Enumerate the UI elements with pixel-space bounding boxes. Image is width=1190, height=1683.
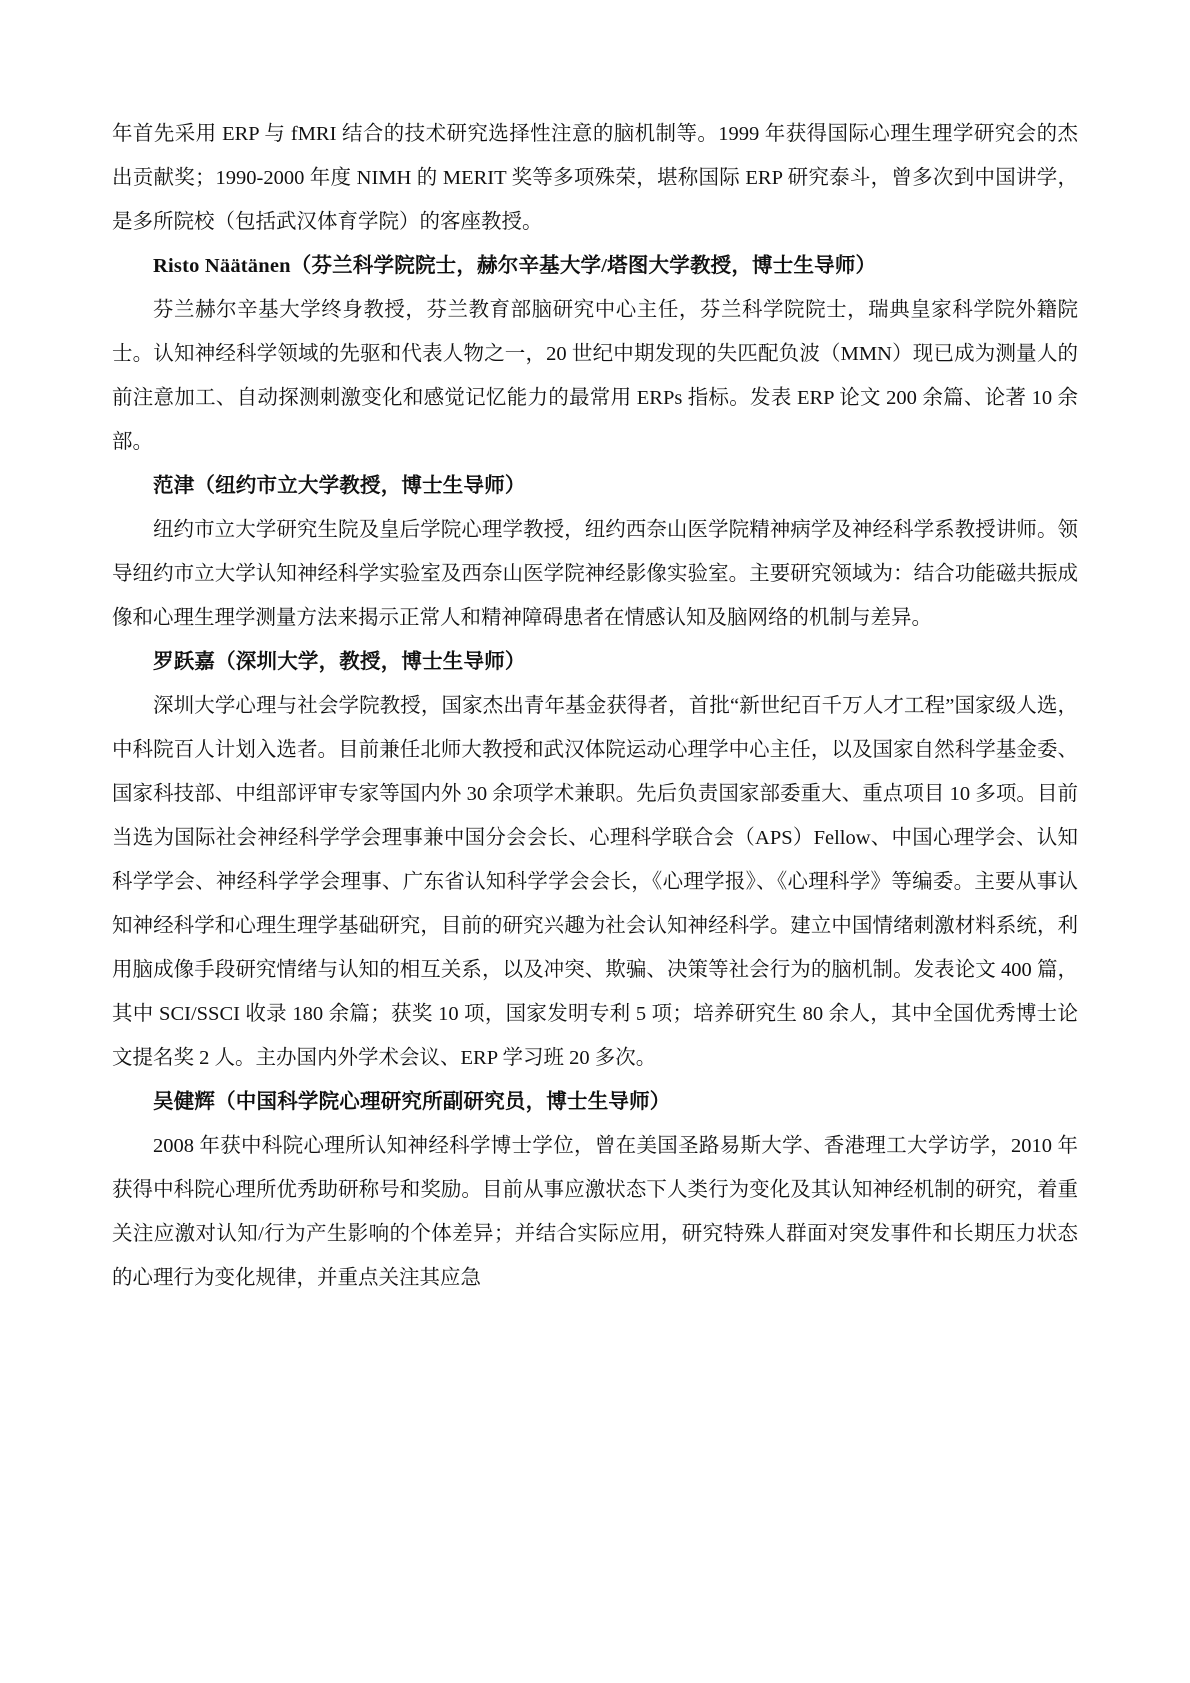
section-heading-wujianhui: 吴健辉（中国科学院心理研究所副研究员，博士生导师） [153, 1091, 671, 1113]
section-heading-fanjin: 范津（纽约市立大学教授，博士生导师） [153, 475, 526, 497]
paragraph-naatanen-bio: 芬兰赫尔辛基大学终身教授，芬兰教育部脑研究中心主任，芬兰科学院院士，瑞典皇家科学院外籍院士。认知神经科学领域的先驱和代表人物之一，20 世纪中期发现的失匹配负波（MMN）现已成为测量人的前注意加工、自动探测刺激变化和感觉记忆能力的最常用 ERPs 指标。发表 ERP 论文 200 余篇、论著 10 余部。 [112, 299, 1078, 453]
document-body [112, 112, 1078, 1300]
paragraph-luoyuejia-bio: 深圳大学心理与社会学院教授，国家杰出青年基金获得者，首批“新世纪百千万人才工程”国家级人选，中科院百人计划入选者。目前兼任北师大教授和武汉体院运动心理学中心主任，以及国家自然科学基金委、国家科技部、中组部评审专家等国内外 30 余项学术兼职。先后负责国家部委重大、重点项目 10 多项。目前当选为国际社会神经科学学会理事兼中国分会会长、心理科学联合会（APS）Fellow、中国心理学会、认知科学学会、神经科学学会理事、广东省认知科学学会会长，《心理学报》、《心理科学》等编委。主要从事认知神经科学和心理生理学基础研究，目前的研究兴趣为社会认知神经科学。建立中国情绪刺激材料系统，利用脑成像手段研究情绪与认知的相互关系，以及冲突、欺骗、决策等社会行为的脑机制。发表论文 400 篇，其中 SCI/SSCI 收录 180 余篇；获奖 10 项，国家发明专利 5 项；培养研究生 80 余人，其中全国优秀博士论文提名奖 2 人。主办国内外学术会议、ERP 学习班 20 多次。 [112, 695, 1078, 1069]
paragraph-continued: 年首先采用 ERP 与 fMRI 结合的技术研究选择性注意的脑机制等。1999 年获得国际心理生理学研究会的杰出贡献奖；1990-2000 年度 NIMH 的 MERIT 奖等多项殊荣，堪称国际 ERP 研究泰斗，曾多次到中国讲学，是多所院校（包括武汉体育学院）的客座教授。 [112, 123, 1078, 233]
section-heading-luoyuejia: 罗跃嘉（深圳大学，教授，博士生导师） [153, 651, 526, 673]
paragraph-fanjin-bio: 纽约市立大学研究生院及皇后学院心理学教授，纽约西奈山医学院精神病学及神经科学系教授讲师。领导纽约市立大学认知神经科学实验室及西奈山医学院神经影像实验室。主要研究领域为：结合功能磁共振成像和心理生理学测量方法来揭示正常人和精神障碍患者在情感认知及脑网络的机制与差异。 [112, 519, 1078, 629]
section-heading-naatanen: Risto Näätänen（芬兰科学院院士，赫尔辛基大学/塔图大学教授，博士生导师） [153, 255, 877, 277]
paragraph-wujianhui-bio: 2008 年获中科院心理所认知神经科学博士学位，曾在美国圣路易斯大学、香港理工大学访学，2010 年获得中科院心理所优秀助研称号和奖励。目前从事应激状态下人类行为变化及其认知神经机制的研究，着重关注应激对认知/行为产生影响的个体差异；并结合实际应用，研究特殊人群面对突发事件和长期压力状态的心理行为变化规律，并重点关注其应急 [112, 1135, 1078, 1289]
